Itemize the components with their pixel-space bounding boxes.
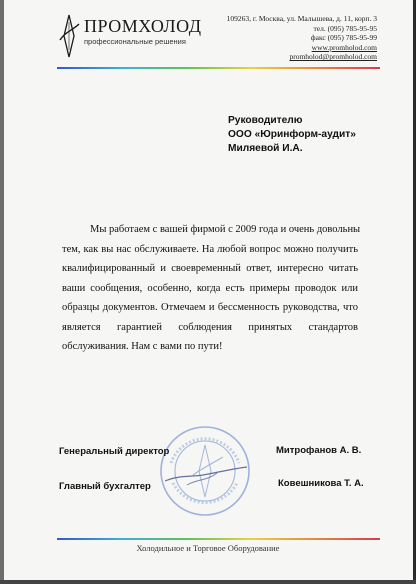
letter-body xyxy=(62,220,361,357)
recipient-block xyxy=(228,114,356,156)
company-tagline: профессиональные решения xyxy=(84,37,186,46)
email-link[interactable]: promholod@promholod.com xyxy=(289,52,377,62)
recipient-company: ООО «Юринформ-аудит» xyxy=(228,129,356,140)
diamond-swoosh-icon xyxy=(57,14,81,58)
body-line: образцы документов. Отмечаем и бессменность руководства, что xyxy=(62,302,358,313)
body-line: квалифицированный и своевременный ответ, интересно читать xyxy=(62,263,358,274)
accountant-name: Ковешникова Т. А. xyxy=(278,478,364,489)
company-seal-stamp xyxy=(157,423,253,519)
body-line: тем, как вы нас обслуживаете. На любой вопрос можно получить xyxy=(62,243,358,255)
body-line: Мы работаем с вашей фирмой с 2009 года и очень довольны xyxy=(90,224,361,235)
body-line: ваши сообщения, особенно, когда есть примеры проводок или xyxy=(62,282,358,294)
contact-block xyxy=(227,14,377,62)
accountant-title: Главный бухгалтер xyxy=(59,481,151,492)
company-name: ПРОМХОЛОД xyxy=(84,16,202,36)
website-link[interactable]: www.promholod.com xyxy=(311,42,377,52)
phone-line: тел. (095) 785-95-95 xyxy=(313,23,377,33)
footer-text: Холодильное и Торговое Оборудование xyxy=(136,543,280,553)
address-line: 109263, г. Москва, ул. Малышева, д. 11, корп. 3 xyxy=(226,14,377,23)
body-line: является гарантией соблюдения принятых стандартов xyxy=(62,321,358,333)
director-title: Генеральный директор xyxy=(59,446,170,457)
recipient-person: Миляевой И.А. xyxy=(228,143,303,154)
director-name: Митрофанов А. В. xyxy=(276,445,362,456)
scan-edge-bottom xyxy=(0,580,416,584)
recipient-title: Руководителю xyxy=(228,115,303,126)
footer-divider xyxy=(57,538,380,540)
scan-edge-left xyxy=(0,0,4,584)
fax-line: факс (095) 785-95-99 xyxy=(310,33,377,43)
header-divider xyxy=(57,67,380,69)
body-line: обслуживания. Нам с вами по пути! xyxy=(62,341,223,352)
